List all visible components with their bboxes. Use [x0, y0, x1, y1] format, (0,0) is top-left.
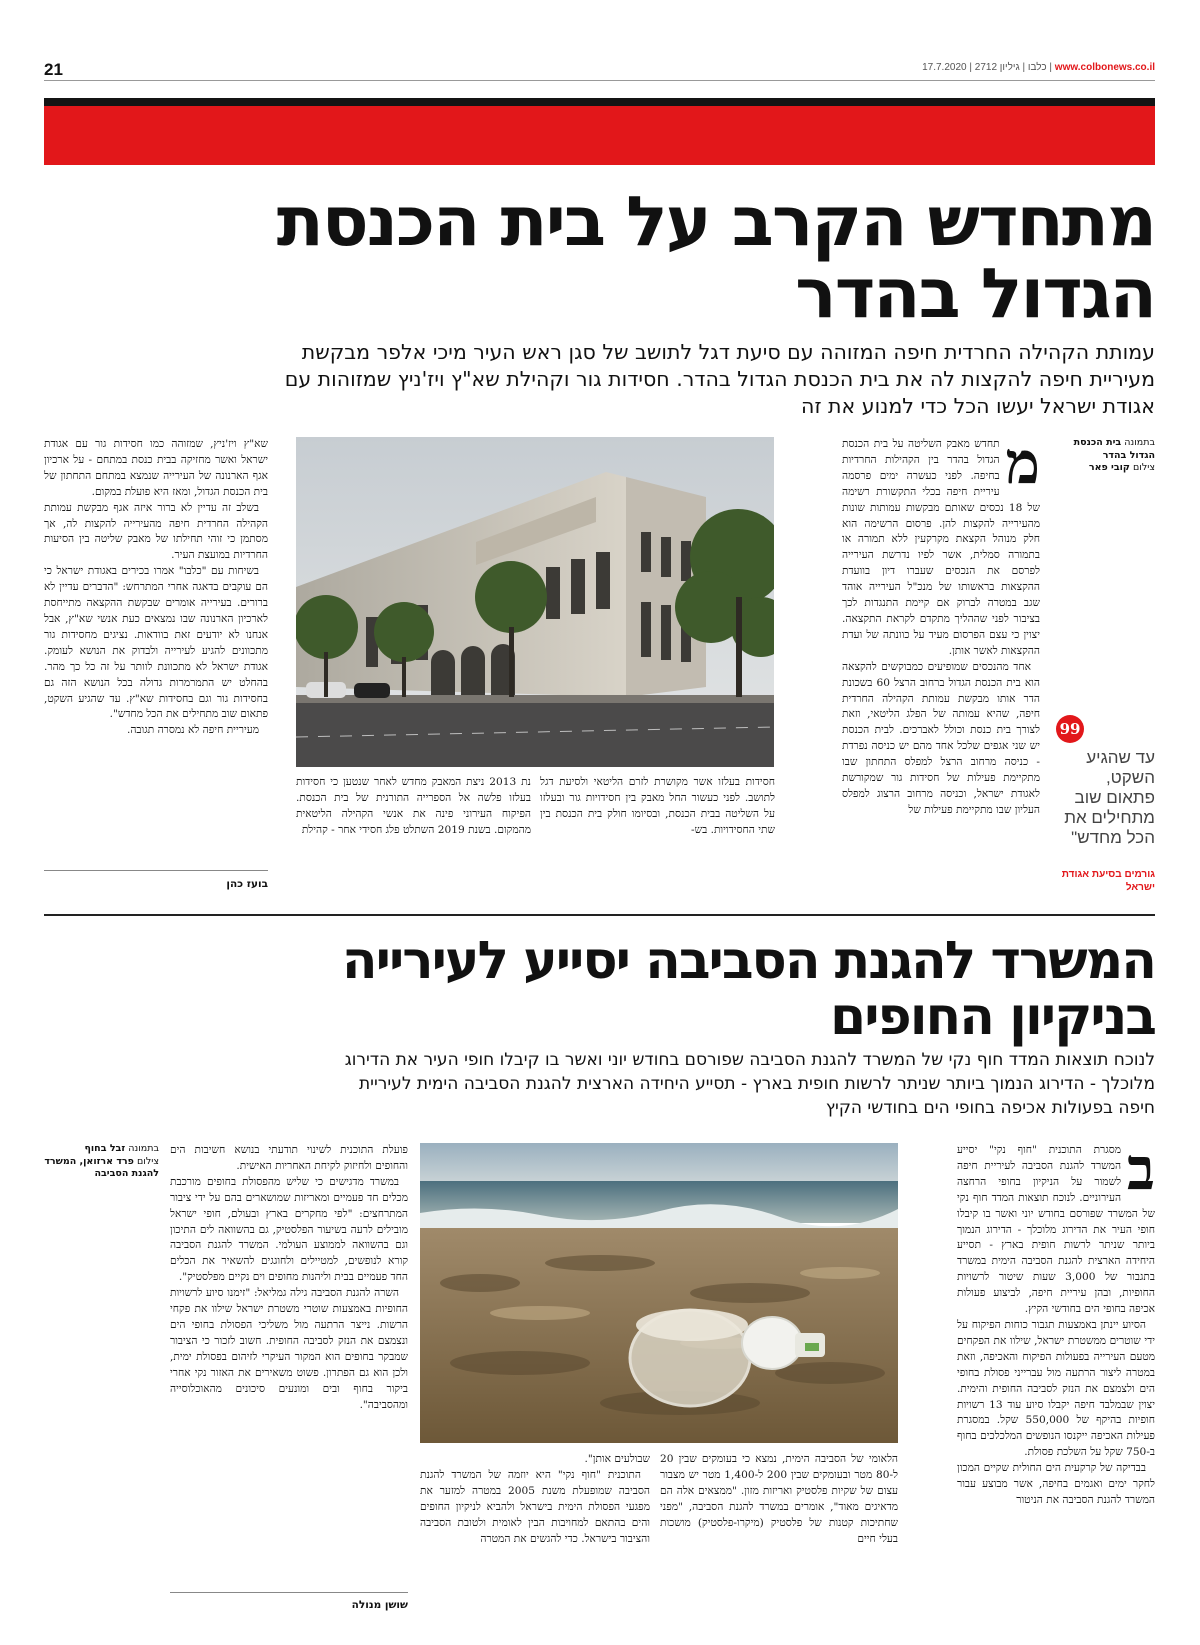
article2-paragraph: שבולעים אותן".: [584, 1453, 650, 1465]
article-separator: [44, 914, 1155, 916]
folio-line: [922, 62, 1155, 73]
article2-column-2: [660, 1452, 898, 1638]
article1-drop-cap: מ: [1005, 437, 1040, 497]
folio-sep: |: [1046, 62, 1053, 73]
article2-paragraph: הלאומי של הסביבה הימית, נמצא כי בעומקים שבין 20 ל-80 מטר ובעומקים שבין 200 ל-1,400 מטר יש מצבור עצום של שקיות פלסטיק ואריזות מזון. "ממצאים אלה הם מדאיגים מאוד", אומרים במשרד להגנת הסביבה, "מפני שחתיכות קטנות של פלסטיק (מיקרו-פלסטיק) מושכות בעלי חיים: [660, 1453, 898, 1545]
article2-paragraph: מסגרת התוכנית "חוף נקי" יסייע המשרד להגנת הסביבה לעיריית חיפה לשמור על הניקיון בחופי הרחצה העירוניים. לנוכח תוצאות המדד חוף נקי של המשרד שפורסם בחודש יוני ואשר בו קיבלו חופי העיר את הדירוג מלוכלך - הדירוג הנמוך ביותר שניתר לרשות חופית בארץ - תסייע היחידה הארצית להגנת הסביבה הימית במשרד בתגבור של 3,000 שעות שיטור לרשויות החופיות, ובהן עיריית חיפה, לביצוע פעולות אכיפה בחופי הים בחודשי הקיץ.: [957, 1144, 1155, 1316]
article1-column-2: [540, 775, 775, 893]
article2-paragraph: התוכנית "חוף נקי" היא יוזמה של המשרד להגנת הסביבה שמופעלת משנת 2005 במטרה למזער את מפגעי הפסולת הימית בישראל ולהביא לניקיון החופים והים בהתאם למחויבות הבין לאומית ולטובת הסביבה והציבור בישראל. כדי להגשים את המטרה: [420, 1468, 650, 1545]
article1-photo-caption: [1055, 437, 1155, 475]
article2-column-4: [170, 1143, 408, 1588]
caption-title: זבל בחוף: [84, 1143, 126, 1154]
article1-paragraph: מעיריית חיפה לא נמסרה תגובה.: [126, 724, 259, 737]
article2-paragraph: במשרד מדגישים כי שליש מהפסולת בחופים מורכבת מכלים חד פעמיים ומאריזות שמושארים בהם על ידי ציבור המתרחצים: "לפי מחקרים בארץ ובעולם, חופי ישראל מובילים לרעה בשיעור הפלסטיק, גם בהשוואה לים התיכון וגם בהשוואה לממוצע העולמי. המשרד להגנת הסביבה קורא לנופשים, למטיילים ולחוגגים להשאיר את הכלים החד פעמיים בבית וליהנות מחופים וים נקיים מפלסטיק".: [170, 1175, 408, 1284]
article1-column-3: [296, 775, 531, 893]
folio-date: 17.7.2020: [922, 62, 967, 73]
credit-name: קובי פאר: [1088, 462, 1130, 473]
article2-paragraph: פועלת התוכנית לשינוי תודעתי בנושא חשיבות הים והחופים ולחיזוק לקיחת האחריות האישית.: [170, 1144, 408, 1172]
article1-byline: בועז כהן: [226, 878, 268, 890]
folio-sep: |: [1019, 62, 1026, 73]
caption-title: בית הכנסת הגדול בהדר: [1073, 437, 1155, 461]
credit-prefix: צילום: [1132, 462, 1155, 473]
beach-photo: [420, 1143, 898, 1443]
banner-red-bar: [44, 106, 1155, 165]
caption-prefix: בתמונה: [128, 1143, 159, 1154]
credit-name: פרד ארזואן, המשרד להגנת הסביבה: [44, 1155, 159, 1179]
article2-subhead-line3: חיפה בפעולות אכיפה בחופי הים בחודשי הקיץ: [825, 1098, 1155, 1118]
article2-photo-caption: [44, 1143, 159, 1181]
article2-headline-line2: בניקיון החופים: [829, 987, 1155, 1047]
article2-paragraph: הסיוע יינתן באמצעות תגבור כוחות הפיקוח על ידי שוטרים ממשטרת ישראל, שילוו את הפקחים מטעם העירייה בפעולות הפיקוח והאכיפה, וזאת במטרה ליצור הרתעה מול עברייני פסולת בחופי הים ולצמצם את הנזק לסביבה החופית והימית. יצוין שבמלבד חיפה יקבלו סיוע עוד 13 רשויות חופיות בהיקף של 550,000 שקל. במסגרת פעילות האכיפה ייקנסו הנופשים המלכלכים בחוף ב-750 שקל על השלכת פסולת.: [957, 1318, 1155, 1459]
article1-headline-line1: מתחדש הקרב על בית הכנסת: [276, 182, 1155, 262]
article1-headline: [45, 182, 1155, 334]
article2-subhead-line2: מלוכלך - הדירוג הנמוך ביותר שניתר לרשות חופית בארץ - תסייע היחידה הארצית להגנת הסביבה הימית לעיריית: [359, 1074, 1155, 1094]
page-number: 21: [44, 60, 63, 79]
folio-sep: |: [966, 62, 972, 73]
pull-quote-source: גורמים בסיעת אגודת ישראל: [1061, 869, 1155, 893]
article2-byline: שושן מנולה: [351, 1599, 408, 1611]
article2-headline: [45, 933, 1155, 1045]
caption-prefix: בתמונה: [1124, 437, 1155, 448]
article2-subhead: [45, 1048, 1155, 1120]
article2-column-3: [420, 1452, 650, 1638]
article2-headline-line1: המשרד להגנת הסביבה יסייע לעירייה: [341, 931, 1155, 991]
article1-paragraph: בשלב זה עדיין לא ברור איזה אגף מבקשת עמותת הקהילה החרדית חיפה מהעירייה להקצות לה, אך מסתמן כי זוהי תחילתו של מאבק שליטה בין הסיעות החרדיות במועצת העיר.: [44, 501, 268, 562]
pull-quote-icon: 99: [1056, 715, 1084, 743]
article2-byline-rule: [170, 1592, 408, 1593]
top-rule: [44, 80, 1155, 81]
article2-subhead-line1: לנוכח תוצאות המדד חוף נקי של המשרד להגנת הסביבה שפורסם בחודש יוני ואשר בו קיבלו חופי העיר את הדירוג: [344, 1050, 1155, 1070]
article1-paragraph: תחדש מאבק השליטה על בית הכנסת הגדול בהדר בין הקהילות החרדיות בחיפה. לפני כעשרה ימים פרסמה עיריית חיפה בכלי התקשורת רשימה של 18 נכסים שאותם מבקשות עמותות שונות מהעירייה להקצות להן. פרסום הרשימה הוא חלק מנוהל הקצאת מקרקעין ללא תמורה או בתמורה סמלית, אשר לפיו נדרשת העירייה לפרסם את הנכסים שעברו דיון בוועדת ההקצאות בראשותו של מנכ"ל העירייה אוהד שגב במטרה לברוק אם קיימת התנגדות לכך בציבור לפני שההליך מתקדם לקראת התקצאה. יצוין כי עצם הפרסום מעיד על כוונתה של ועדת ההקצאות לאשר אותן.: [842, 438, 1040, 657]
synagogue-photo: [296, 437, 774, 767]
article1-headline-line2: הגדול בהדר: [795, 254, 1155, 334]
article1-paragraph: שא"ץ ויז'ניץ, שמזוהה כמו חסידות גור עם אגודת ישראל ואשר מחזיקה בבית כנסת במתחם - על ארכיון אגף הארנונה של העירייה שנמצא במתחם התחתון של בית הכנסת הגדול, ומאז היא פועלת במקום.: [44, 438, 268, 498]
article1-paragraph: אחד מהנכסים שמופיעים כמבוקשים להקצאה הוא בית הכנסת הגדול ברחוב הרצל 60 בשכונת הדר אותו מבקשת עמותת הקהילה החרדית חיפה, שהיא עמותה של הפלג הליטאי, וזאת לצורך בית כנסת וכולל לאברכים. לבית הכנסת יש שני אגפים שלכל אחד מהם יש כניסה נפרדת - כניסה מרחוב הרצל למפלס התחתון שבו מתקיימת פעילות של חסידות גור שמקורשת לאגודת ישראל, וכניסה מרחוב הרצוג למפלס העליון שבו מתקיימת פעילות של: [842, 660, 1040, 816]
article1-subhead: [45, 339, 1155, 420]
article2-column-1: [957, 1143, 1155, 1638]
folio-site[interactable]: www.colbonews.co.il: [1054, 62, 1155, 73]
article1-subhead-line1: עמותת הקהילה החרדית חיפה המזוהה עם סיעת דגל לתושב של סגן ראש העיר מיכי אלפר מבקשת: [301, 340, 1155, 364]
pull-quote-text: עד שהגיע השקט, פתאום שוב מתחילים את הכל מחדש": [1064, 748, 1155, 847]
article1-paragraph: בשיחות עם "כלבו" אמרו בכירים באגודת ישראל כי הם עוקבים בדאגה אחרי המתרחש: "הדברים עדיין לא ברורים. בעירייה אומרים שבקשת ההקצאה מתייחסת לארכיון הארנונה שבו נמצאים כעת אנשי שא"ץ, אבל אנחנו לא יודעים זאת בוודאות. נציגים מחסידות גור מתכוונים להגיע לעירייה ולבדוק את הנושא לעומק. אגודת ישראל לא מתכוונת לוותר על זה כל כך מהר. בהחלט יש התמרמרות גדולה בכל הנושא הזה גם בחסידות גור וגם בחסידות שא"ץ. עד שהגיע השקט, פתאום שוב מתחילים את הכל מחדש".: [44, 565, 268, 721]
credit-prefix: צילום: [136, 1155, 159, 1167]
article1-subhead-line3: אגודת ישראל יעשו הכל כדי למנוע את זה: [801, 394, 1155, 418]
article1-column-4: [44, 437, 268, 865]
folio-issue: גיליון 2712: [974, 62, 1020, 73]
synagogue-illustration: [296, 437, 774, 767]
article1-paragraph: נת 2013 ניצת המאבק מחדש לאחר שנטען כי חסידות בעלזו פלשה אל הספרייה התורנית של בית הכנסת. הפיקוח העירוני פינה את אנשי הקהילה הליטאית מהמקום. בשנת 2019 השתלט פלג חסידי אחר - קהילת: [296, 776, 531, 836]
folio-paper: כלבו: [1027, 62, 1047, 73]
banner-black-bar: [44, 98, 1155, 106]
article1-subhead-line2: מעיריית חיפה להקצות לה את בית הכנסת הגדול בהדר. חסידות גור וקהילת שא"ץ ויז'ניץ שמזוהות עם: [284, 367, 1155, 391]
article2-drop-cap: ב: [1127, 1143, 1155, 1203]
article1-paragraph: חסידות בעלזו אשר מקושרת לזרם הליטאי ולסיעת דגל לתושב. לפני כעשור החל מאבק בין חסידויות גור ובעלזו על השליטה בבית הכנסת, ובסיומו חולק בית הכנסת בין שתי החסידויות. בש-: [540, 776, 775, 836]
article2-paragraph: בבדיקה של קרקעית הים החולית שקיים המכון לחקר ימים ואגמים בחיפה, אשר מבוצע עבור המשרד להגנת הסביבה את הניטור: [957, 1462, 1155, 1506]
beach-illustration: [420, 1143, 898, 1443]
article2-paragraph: השרה להגנת הסביבה גילה גמליאל: "זימנו סיוע לרשויות החופיות באמצעות שוטרי משטרת ישראל שילוו את פקחי הרשות. נייצר הרתעה מול משליכי הפסולת בחופי הים ונצמצם את הנזק לסביבה החופית. חשוב לזכור כי הציבור שמבקר בחופים הוא המקור העיקרי לזיהום בפסולת ימית, ולכן הוא גם הפתרון. פשוט משאירים את האזור נקי אחרי ביקור בחוף ובים ומונעים סיכונים מהאוכלוסייה ומהסביבה".: [170, 1287, 408, 1411]
article1-byline-rule: [44, 870, 268, 871]
article1-column-1: [842, 437, 1040, 893]
